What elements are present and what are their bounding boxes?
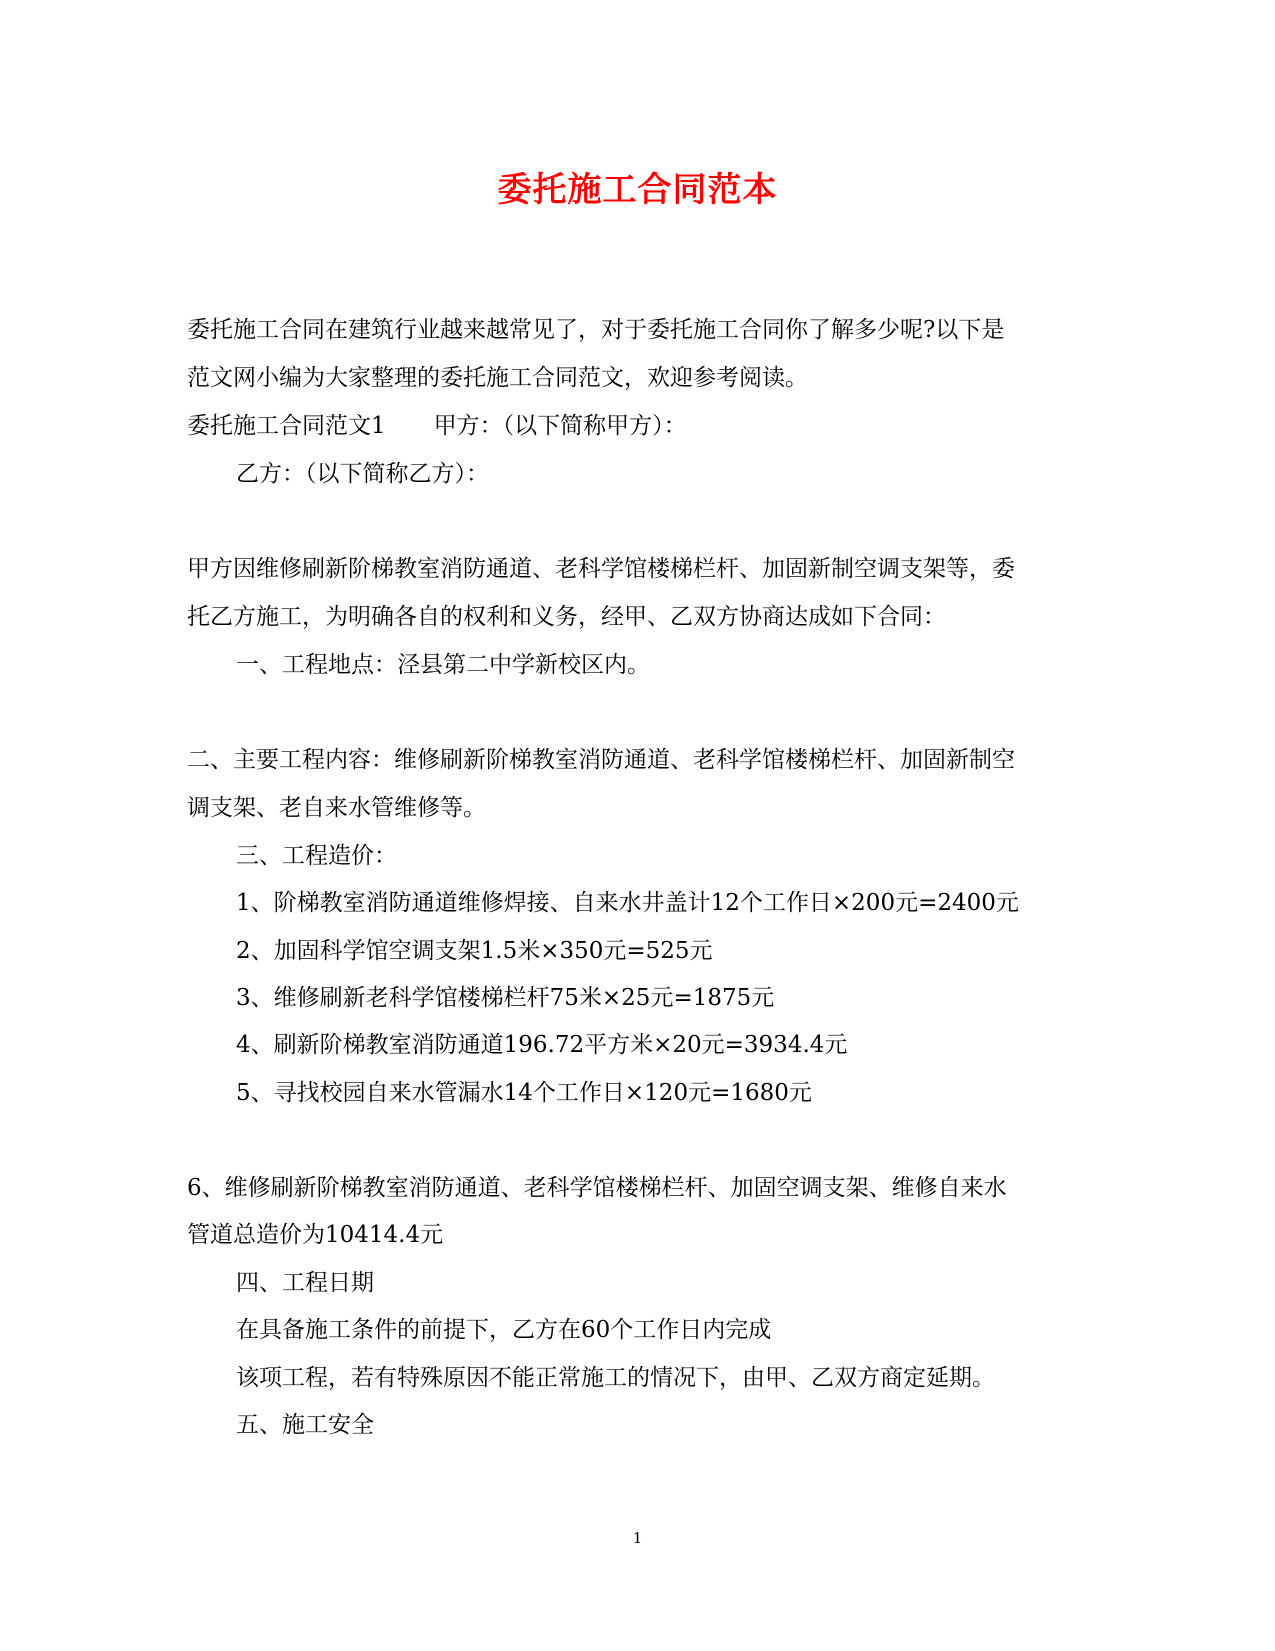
preamble-line-1: 甲方因维修刷新阶梯教室消防通道、老科学馆楼梯栏杆、加固新制空调支架等，委: [187, 556, 1015, 582]
section-2-line-2: 调支架、老自来水管维修等。: [187, 795, 486, 821]
cost-total-line-2: 管道总造价为10414.4元: [187, 1222, 444, 1248]
section-4-body-line-1: 在具备施工条件的前提下，乙方在60个工作日内完成: [236, 1317, 772, 1343]
section-4-title: 四、工程日期: [236, 1270, 374, 1296]
cost-item-4: 4、刷新阶梯教室消防通道196.72平方米×20元=3934.4元: [236, 1032, 848, 1058]
page-number: 1: [632, 1529, 643, 1547]
cost-item-1: 1、阶梯教室消防通道维修焊接、自来水井盖计12个工作日×200元=2400元: [236, 890, 1019, 916]
cost-item-5: 5、寻找校园自来水管漏水14个工作日×120元=1680元: [236, 1080, 812, 1106]
intro-line-1: 委托施工合同在建筑行业越来越常见了，对于委托施工合同你了解多少呢?以下是: [187, 317, 1005, 343]
intro-line-2: 范文网小编为大家整理的委托施工合同范文，欢迎参考阅读。: [187, 365, 808, 391]
cost-item-3: 3、维修刷新老科学馆楼梯栏杆75米×25元=1875元: [236, 985, 775, 1011]
section-3-title: 三、工程造价：: [236, 843, 397, 869]
section-5-title: 五、施工安全: [236, 1412, 374, 1438]
section-2-line-1: 二、主要工程内容：维修刷新阶梯教室消防通道、老科学馆楼梯栏杆、加固新制空: [187, 747, 1015, 773]
section-1-location: 一、工程地点：泾县第二中学新校区内。: [236, 652, 650, 678]
document-title: 委托施工合同范本: [497, 170, 778, 210]
cost-total-line-1: 6、维修刷新阶梯教室消防通道、老科学馆楼梯栏杆、加固空调支架、维修自来水: [187, 1175, 1007, 1201]
cost-item-2: 2、加固科学馆空调支架1.5米×350元=525元: [236, 938, 713, 964]
section-4-body-line-2: 该项工程，若有特殊原因不能正常施工的情况下，由甲、乙双方商定延期。: [236, 1365, 995, 1391]
party-b-label: 乙方：（以下简称乙方）：: [236, 461, 489, 487]
party-a-label: 甲方：（以下简称甲方）：: [433, 413, 687, 439]
sample-heading-line: [187, 410, 687, 442]
sample-heading: 委托施工合同范文1: [187, 413, 386, 439]
preamble-line-2: 托乙方施工，为明确各自的权利和义务，经甲、乙双方协商达成如下合同：: [187, 604, 946, 630]
